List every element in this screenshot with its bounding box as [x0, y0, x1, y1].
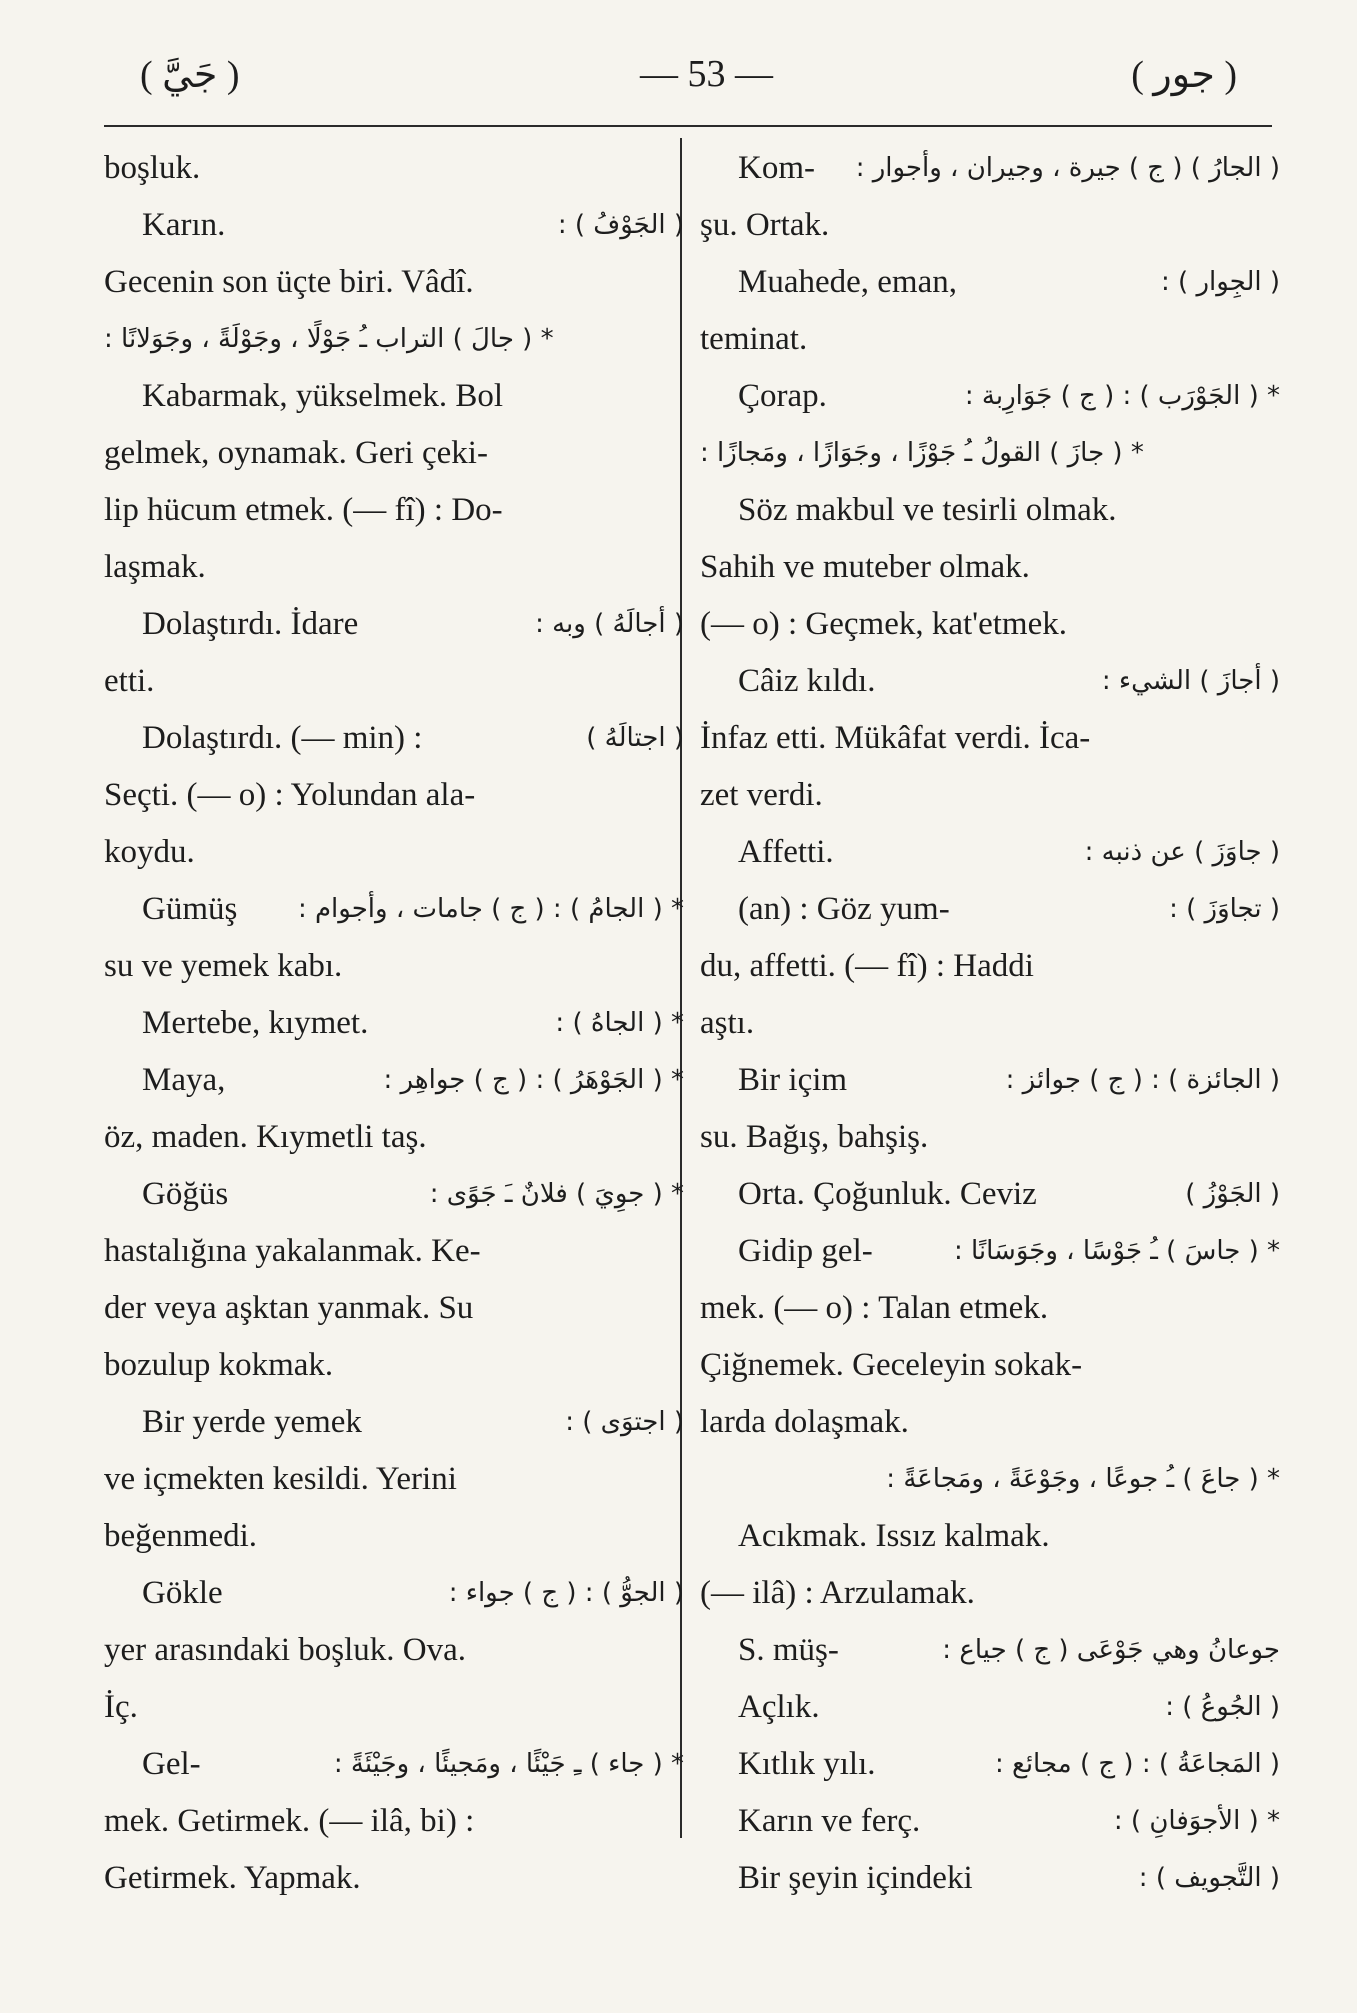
entry-text: Orta. Çoğunluk. Ceviz: [738, 1176, 1037, 1212]
entry-text: Göğüs: [142, 1176, 229, 1212]
entry-text: Kıtlık yılı.: [738, 1746, 876, 1782]
right-column-line: [700, 710, 1280, 767]
right-column-line: [700, 1565, 1280, 1622]
right-column-line: [700, 1451, 1280, 1508]
entry-text: (— o) : Geçmek, kat'etmek.: [700, 606, 1067, 642]
arabic-headword: * ( الجاهُ ) :: [555, 1008, 684, 1038]
entry-text: Karın.: [142, 207, 226, 243]
entry-text: şu. Ortak.: [700, 207, 830, 243]
left-column-line: [104, 1679, 684, 1736]
arabic-headword: ( الجِوار ) :: [1161, 267, 1280, 297]
left-column-line: [104, 710, 684, 767]
right-column-line: [700, 1508, 1280, 1565]
entry-text: Gel-: [142, 1746, 201, 1782]
right-column-line: [700, 1679, 1280, 1736]
right-column-line: [700, 1337, 1280, 1394]
left-column-line: [104, 1337, 684, 1394]
entry-text: su. Bağış, bahşiş.: [700, 1119, 929, 1155]
arabic-headword: ( أجالَهُ ) وبه :: [535, 609, 684, 639]
entry-text: Gidip gel-: [738, 1233, 873, 1269]
entry-text: Dolaştırdı. (— min) :: [142, 720, 423, 756]
left-column-line: [104, 1166, 684, 1223]
left-column-line: [104, 311, 684, 368]
right-column-line: [700, 1394, 1280, 1451]
left-column-line: [104, 1565, 684, 1622]
arabic-headword: ( اجتوَى ) :: [565, 1407, 684, 1437]
entry-text: Bir şeyin içindeki: [738, 1860, 973, 1896]
left-column-line: [104, 425, 684, 482]
right-column-line: [700, 368, 1280, 425]
entry-text: Acıkmak. Issız kalmak.: [738, 1518, 1050, 1554]
left-column-line: [104, 881, 684, 938]
arabic-headword: * ( الجامُ ) : ( ج ) جامات ، وأجوام :: [297, 894, 684, 924]
entry-text: gelmek, oynamak. Geri çeki-: [104, 435, 488, 471]
entry-text: Kom-: [738, 150, 815, 186]
entry-text: der veya aşktan yanmak. Su: [104, 1290, 474, 1326]
header-left-guide-word: ( جَيَّ ): [140, 54, 240, 96]
entry-text: öz, maden. Kıymetli taş.: [104, 1119, 427, 1155]
arabic-headword: ( الجائزة ) : ( ج ) جوائز :: [1005, 1065, 1280, 1095]
right-column-line: [700, 1223, 1280, 1280]
right-column-line: [700, 995, 1280, 1052]
right-column-line: [700, 1052, 1280, 1109]
arabic-headword: * ( جاسَ ) ـُ جَوْسًا ، وجَوَسَانًا :: [953, 1236, 1280, 1266]
arabic-headword: * ( جالَ ) التراب ـُ جَوْلًا ، وجَوْلَةً ، وجَوَلانًا :: [104, 324, 554, 354]
entry-text: etti.: [104, 663, 155, 699]
left-column-line: [104, 1280, 684, 1337]
right-column-line: [700, 824, 1280, 881]
left-column-line: [104, 596, 684, 653]
arabic-headword: * ( جوِيَ ) فلانٌ ـَ جَوًى :: [429, 1179, 684, 1209]
left-column-line: [104, 938, 684, 995]
entry-text: lip hücum etmek. (— fî) : Do-: [104, 492, 503, 528]
left-column-line: [104, 1451, 684, 1508]
arabic-headword: ( تجاوَزَ ) :: [1169, 894, 1280, 924]
entry-text: su ve yemek kabı.: [104, 948, 343, 984]
left-column-line: [104, 482, 684, 539]
left-column-line: [104, 1052, 684, 1109]
entry-text: Bir içim: [738, 1062, 848, 1098]
arabic-headword: * ( جازَ ) القولُ ـُ جَوْزًا ، وجَوَازًا ، ومَجازًا :: [700, 438, 1144, 468]
entry-text: mek. Getirmek. (— ilâ, bi) :: [104, 1803, 475, 1839]
left-column-line: [104, 1508, 684, 1565]
entry-text: Câiz kıldı.: [738, 663, 876, 699]
entry-text: Çiğnemek. Geceleyin sokak-: [700, 1347, 1083, 1383]
entry-text: mek. (— o) : Talan etmek.: [700, 1290, 1049, 1326]
left-column-line: [104, 824, 684, 881]
right-column-line: [700, 1850, 1280, 1907]
right-column-line: [700, 197, 1280, 254]
header-rule: [104, 125, 1272, 127]
entry-text: boşluk.: [104, 150, 201, 186]
arabic-headword: * ( جاعَ ) ـُ جوعًا ، وجَوْعَةً ، ومَجاعَةً :: [886, 1464, 1280, 1494]
entry-text: Açlık.: [738, 1689, 820, 1725]
right-column-line: [700, 767, 1280, 824]
arabic-headword: ( الجُوعُ ) :: [1165, 1692, 1280, 1722]
right-column-line: [700, 1109, 1280, 1166]
entry-text: Sahih ve muteber olmak.: [700, 549, 1030, 585]
entry-text: aştı.: [700, 1005, 755, 1041]
arabic-headword: * ( الأجوَفانِ ) :: [1113, 1806, 1280, 1836]
left-column-line: [104, 995, 684, 1052]
entry-text: Çorap.: [738, 378, 827, 414]
right-column-line: [700, 938, 1280, 995]
arabic-headword: * ( جاء ) ـِ جَيْئًا ، ومَجيئًا ، وجَيْئَةً :: [333, 1749, 684, 1779]
right-column-line: [700, 140, 1280, 197]
page-number: — 53 —: [640, 53, 773, 95]
entry-text: bozulup kokmak.: [104, 1347, 334, 1383]
entry-text: teminat.: [700, 321, 808, 357]
arabic-headword: جوعانُ وهي جَوْعَى ( ج ) جياع :: [942, 1635, 1280, 1665]
entry-text: Kabarmak, yükselmek. Bol: [142, 378, 504, 414]
right-column-line: [700, 539, 1280, 596]
entry-text: Gökle: [142, 1575, 223, 1611]
left-column-line: [104, 1793, 684, 1850]
right-column-line: [700, 1793, 1280, 1850]
arabic-headword: ( التَّجويف ) :: [1138, 1863, 1280, 1893]
right-column-line: [700, 311, 1280, 368]
entry-text: S. müş-: [738, 1632, 839, 1668]
entry-text: İç.: [104, 1689, 138, 1725]
arabic-headword: * ( الجَوْرَب ) : ( ج ) جَوَارِبة :: [964, 381, 1280, 411]
left-column-line: [104, 197, 684, 254]
arabic-headword: ( الجَوْفُ ) :: [557, 210, 684, 240]
entry-text: zet verdi.: [700, 777, 823, 813]
entry-text: (— ilâ) : Arzulamak.: [700, 1575, 975, 1611]
left-column: [104, 140, 684, 1907]
entry-text: Gecenin son üçte biri. Vâdî.: [104, 264, 474, 300]
entry-text: İnfaz etti. Mükâfat verdi. İca-: [700, 720, 1091, 756]
entry-text: Muahede, eman,: [738, 264, 957, 300]
arabic-headword: ( الجَوْزُ ): [1185, 1179, 1280, 1209]
entry-text: Seçti. (— o) : Yolundan ala-: [104, 777, 476, 813]
entry-text: larda dolaşmak.: [700, 1404, 909, 1440]
arabic-headword: ( جاوَزَ ) عن ذنبه :: [1084, 837, 1280, 867]
entry-text: Mertebe, kıymet.: [142, 1005, 369, 1041]
right-column-line: [700, 596, 1280, 653]
arabic-headword: ( اجتالَهُ ): [586, 723, 684, 753]
entry-text: beğenmedi.: [104, 1518, 258, 1554]
left-column-line: [104, 539, 684, 596]
right-column-line: [700, 482, 1280, 539]
entry-text: Gümüş: [142, 891, 238, 927]
left-column-line: [104, 1622, 684, 1679]
entry-text: du, affetti. (— fî) : Haddi: [700, 948, 1034, 984]
right-column-line: [700, 1166, 1280, 1223]
right-column-line: [700, 1280, 1280, 1337]
entry-text: Dolaştırdı. İdare: [142, 606, 359, 642]
header-right-guide-word: ( جور ): [1131, 54, 1237, 96]
entry-text: koydu.: [104, 834, 195, 870]
right-column-line: [700, 881, 1280, 938]
entry-text: Karın ve ferç.: [738, 1803, 921, 1839]
left-column-line: [104, 254, 684, 311]
arabic-headword: ( الجوُّ ) : ( ج ) جواء :: [448, 1578, 684, 1608]
right-column-line: [700, 425, 1280, 482]
right-column: [700, 140, 1280, 1907]
entry-text: Getirmek. Yapmak.: [104, 1860, 361, 1896]
entry-text: (an) : Göz yum-: [738, 891, 950, 927]
entry-text: laşmak.: [104, 549, 206, 585]
right-column-line: [700, 653, 1280, 710]
left-column-line: [104, 140, 684, 197]
left-column-line: [104, 1736, 684, 1793]
right-column-line: [700, 1736, 1280, 1793]
entry-text: hastalığına yakalanmak. Ke-: [104, 1233, 481, 1269]
left-column-line: [104, 767, 684, 824]
arabic-headword: ( الجارُ ) ( ج ) جيرة ، وجيران ، وأجوار :: [855, 153, 1280, 183]
entry-text: Söz makbul ve tesirli olmak.: [738, 492, 1117, 528]
entry-text: Affetti.: [738, 834, 834, 870]
arabic-headword: * ( الجَوْهَرُ ) : ( ج ) جواهِر :: [383, 1065, 684, 1095]
left-column-line: [104, 368, 684, 425]
entry-text: yer arasındaki boşluk. Ova.: [104, 1632, 466, 1668]
left-column-line: [104, 1394, 684, 1451]
right-column-line: [700, 254, 1280, 311]
arabic-headword: ( المَجاعَةُ ) : ( ج ) مجائع :: [994, 1749, 1280, 1779]
entry-text: Bir yerde yemek: [142, 1404, 362, 1440]
entry-text: ve içmekten kesildi. Yerini: [104, 1461, 457, 1497]
left-column-line: [104, 1223, 684, 1280]
left-column-line: [104, 1109, 684, 1166]
left-column-line: [104, 1850, 684, 1907]
right-column-line: [700, 1622, 1280, 1679]
entry-text: Maya,: [142, 1062, 226, 1098]
left-column-line: [104, 653, 684, 710]
arabic-headword: ( أجازَ ) الشيء :: [1101, 666, 1280, 696]
